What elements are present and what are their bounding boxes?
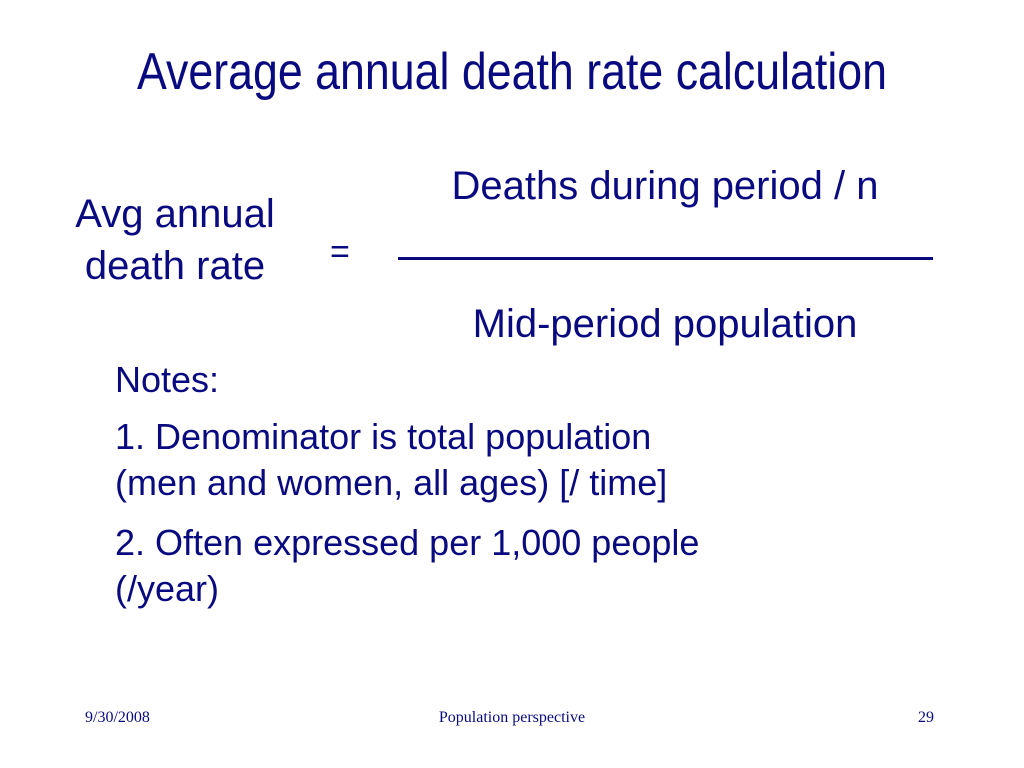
- formula-lhs: [40, 188, 310, 292]
- notes-section: [115, 356, 915, 626]
- formula-lhs-line2: death rate: [84, 244, 266, 288]
- formula-numerator: Deaths during period / n: [451, 164, 879, 208]
- note-item-1: [115, 414, 915, 506]
- notes-heading: Notes:: [115, 359, 220, 400]
- note-item-2: [115, 520, 915, 612]
- footer-page-number: 29: [918, 709, 934, 726]
- footer-title: Population perspective: [438, 709, 586, 726]
- footer-date: 9/30/2008: [85, 709, 150, 726]
- fraction-bar: [398, 257, 933, 260]
- formula-denominator: Mid-period population: [472, 302, 858, 346]
- note-item-1-line1: 1. Denominator is total population: [115, 416, 652, 457]
- note-item-2-line1: 2. Often expressed per 1,000 people: [115, 522, 700, 563]
- note-item-2-line2: (/year): [115, 568, 220, 609]
- note-item-1-line2: (men and women, all ages) [/ time]: [115, 462, 668, 503]
- equals-sign: =: [330, 233, 350, 271]
- slide-title: Average annual death rate calculation: [136, 43, 888, 101]
- formula-lhs-line1: Avg annual: [75, 192, 275, 236]
